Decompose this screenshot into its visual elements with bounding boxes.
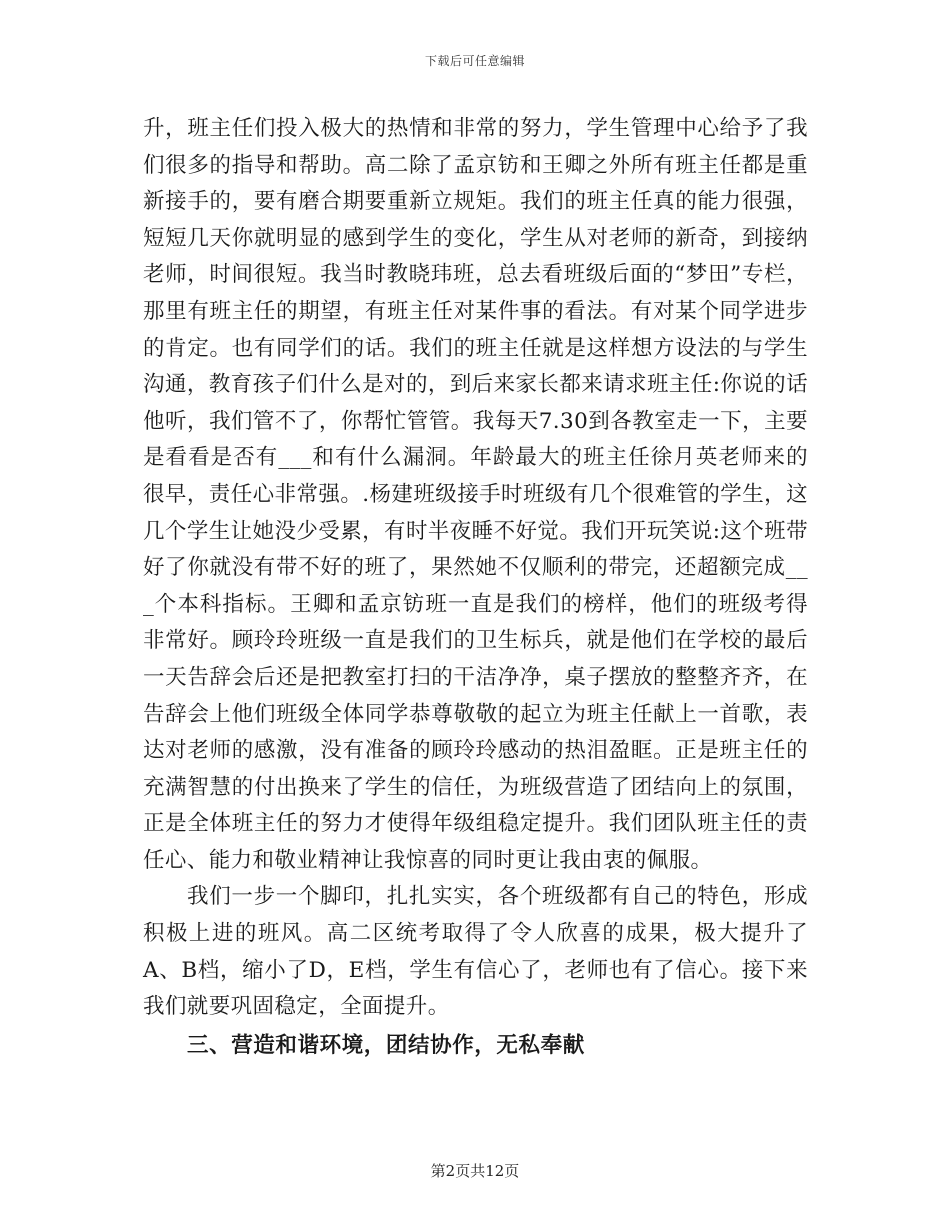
document-body [143, 111, 808, 1064]
page-footer: 第2页共12页 [430, 1162, 520, 1180]
body-paragraph-2: 我们一步一个脚印，扎扎实实，各个班级都有自己的特色，形成积极上进的班风。高二区统考取得了令人欣喜的成果，极大提升了A、B档，缩小了D，E档，学生有信心了，老师也有了信心。接下来我们就要巩固稳定，全面提升。 [143, 884, 808, 1020]
body-paragraph-1: 升，班主任们投入极大的热情和非常的努力，学生管理中心给予了我们很多的指导和帮助。高二除了孟京钫和王卿之外所有班主任都是重新接手的，要有磨合期要重新立规矩。我们的班主任真的能力很强，短短几天你就明显的感到学生的变化，学生从对老师的新奇，到接纳老师，时间很短。我当时教晓玮班，总去看班级后面的“梦田”专栏，那里有班主任的期望，有班主任对某件事的看法。有对某个同学进步的肯定。也有同学们的话。我们的班主任就是这样想方设法的与学生沟通，教育孩子们什么是对的，到后来家长都来请求班主任:你说的话他听，我们管不了，你帮忙管管。我每天7.30到各教室走一下，主要是看看是否有___和有什么漏洞。年龄最大的班主任徐月英老师来的很早，责任心非常强。.杨建班级接手时班级有几个很难管的学生，这几个学生让她没少受累，有时半夜睡不好觉。我们开玩笑说:这个班带好了你就没有带不好的班了，果然她不仅顺利的带完，还超额完成___个本科指标。王卿和孟京钫班一直是我们的榜样，他们的班级考得非常好。顾玲玲班级一直是我们的卫生标兵，就是他们在学校的最后一天告辞会后还是把教室打扫的干洁净净，桌子摆放的整整齐齐，在告辞会上他们班级全体同学恭尊敬敬的起立为班主任献上一首歌，表达对老师的感激，没有准备的顾玲玲感动的热泪盈眶。正是班主任的充满智慧的付出换来了学生的信任，为班级营造了团结向上的氛围，正是全体班主任的努力才使得年级组稳定提升。我们团队班主任的责任心、能力和敬业精神让我惊喜的同时更让我由衷的佩服。 [143, 116, 808, 873]
page-header: 下载后可任意编辑 [424, 54, 525, 68]
section-heading: 三、营造和谐环境，团结协作，无私奉献 [187, 1032, 585, 1058]
